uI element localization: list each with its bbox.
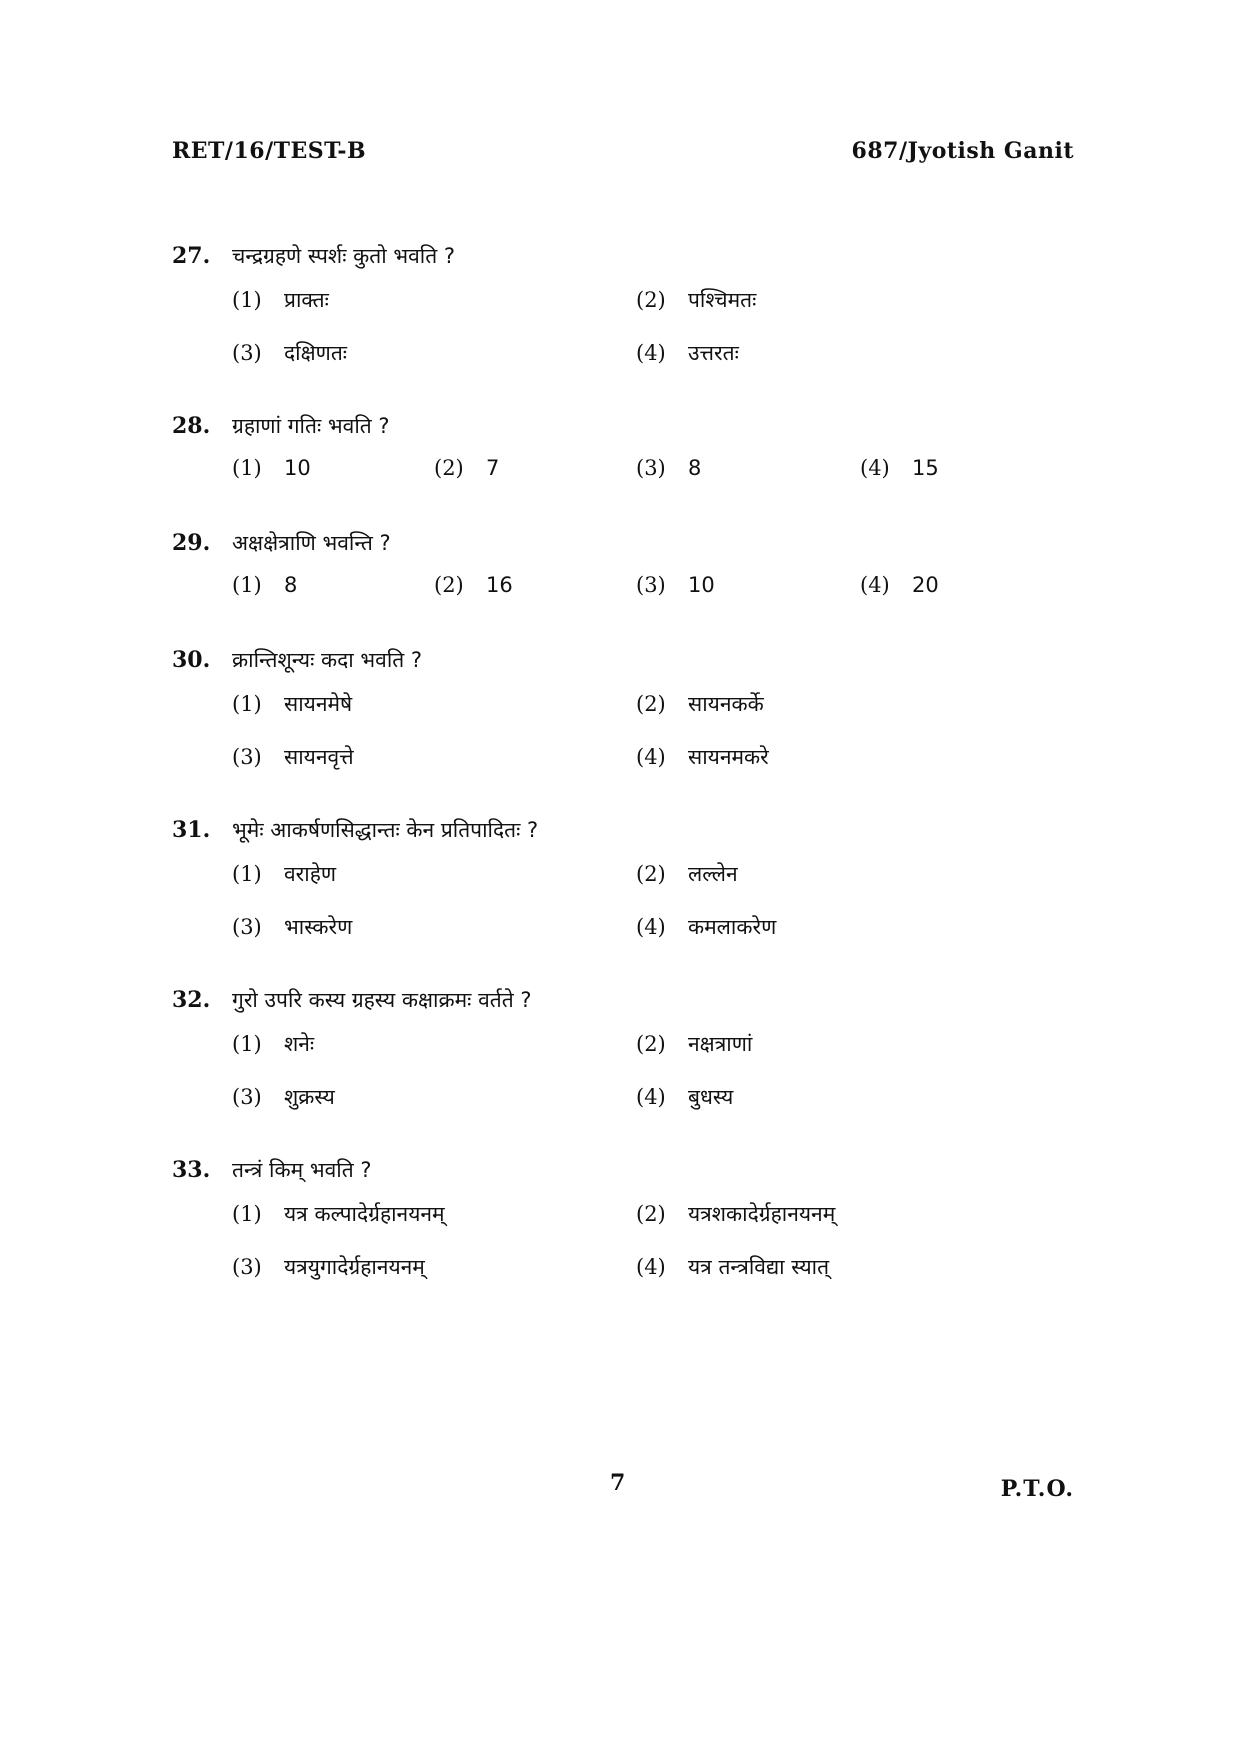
question-list [172, 236, 1092, 1296]
option-2: (2) 16 [434, 573, 513, 597]
option-3: (3) शुक्रस्य [232, 1085, 335, 1109]
option-1: (1) शनेः [232, 1032, 315, 1056]
question-number: 28. [172, 413, 211, 439]
subject-code: 687/Jyotish Ganit [851, 138, 1074, 164]
option-2: (2) यत्रशकादेर्ग्रहानयनम् [636, 1202, 836, 1226]
option-2: (2) सायनकर्के [636, 692, 764, 716]
option-2: (2) नक्षत्राणां [636, 1032, 753, 1056]
question-text: क्रान्तिशून्यः कदा भवति ? [232, 648, 423, 672]
option-1: (1) यत्र कल्पादेर्ग्रहानयनम् [232, 1202, 445, 1226]
option-4: (4) 20 [860, 573, 939, 597]
question-27 [172, 236, 1092, 406]
question-number: 29. [172, 530, 211, 556]
question-text: अक्षक्षेत्राणि भवन्ति ? [232, 531, 391, 555]
option-2: (2) लल्लेन [636, 862, 738, 886]
page-number: 7 [610, 1470, 626, 1496]
question-number: 33. [172, 1157, 211, 1183]
please-turn-over: P.T.O. [1000, 1476, 1074, 1502]
option-1: (1) 10 [232, 456, 311, 480]
option-1: (1) 8 [232, 573, 298, 597]
option-3: (3) 8 [636, 456, 702, 480]
option-2: (2) पश्चिमतः [636, 288, 757, 312]
question-text: तन्त्रं किम् भवति ? [232, 1158, 372, 1182]
option-1: (1) प्राक्तः [232, 288, 329, 312]
page-header [172, 138, 1074, 178]
option-1: (1) सायनमेषे [232, 692, 353, 716]
question-text: ग्रहाणां गतिः भवति ? [232, 414, 390, 438]
option-3: (3) दक्षिणतः [232, 341, 348, 365]
exam-code: RET/16/TEST-B [172, 138, 367, 164]
option-4: (4) 15 [860, 456, 939, 480]
question-31 [172, 810, 1092, 980]
question-number: 30. [172, 647, 211, 673]
option-4: (4) बुधस्य [636, 1085, 734, 1109]
option-4: (4) कमलाकरेण [636, 915, 777, 939]
question-text: गुरो उपरि कस्य ग्रहस्य कक्षाक्रमः वर्तते ? [232, 988, 532, 1012]
option-4: (4) यत्र तन्त्रविद्या स्यात् [636, 1255, 830, 1279]
option-3: (3) सायनवृत्ते [232, 745, 354, 769]
option-3: (3) भास्करेण [232, 915, 353, 939]
question-32 [172, 980, 1092, 1150]
option-3: (3) 10 [636, 573, 715, 597]
option-2: (2) 7 [434, 456, 500, 480]
question-number: 31. [172, 817, 211, 843]
option-3: (3) यत्रयुगादेर्ग्रहानयनम् [232, 1255, 425, 1279]
question-number: 32. [172, 987, 211, 1013]
question-text: भूमेः आकर्षणसिद्धान्तः केन प्रतिपादितः ? [232, 818, 539, 842]
question-29 [172, 523, 1092, 640]
option-4: (4) सायनमकरे [636, 745, 769, 769]
option-4: (4) उत्तरतः [636, 341, 739, 365]
option-1: (1) वराहेण [232, 862, 337, 886]
question-text: चन्द्रग्रहणे स्पर्शः कुतो भवति ? [232, 244, 456, 268]
question-number: 27. [172, 243, 211, 269]
question-28 [172, 406, 1092, 523]
question-30 [172, 640, 1092, 810]
question-33 [172, 1150, 1092, 1296]
